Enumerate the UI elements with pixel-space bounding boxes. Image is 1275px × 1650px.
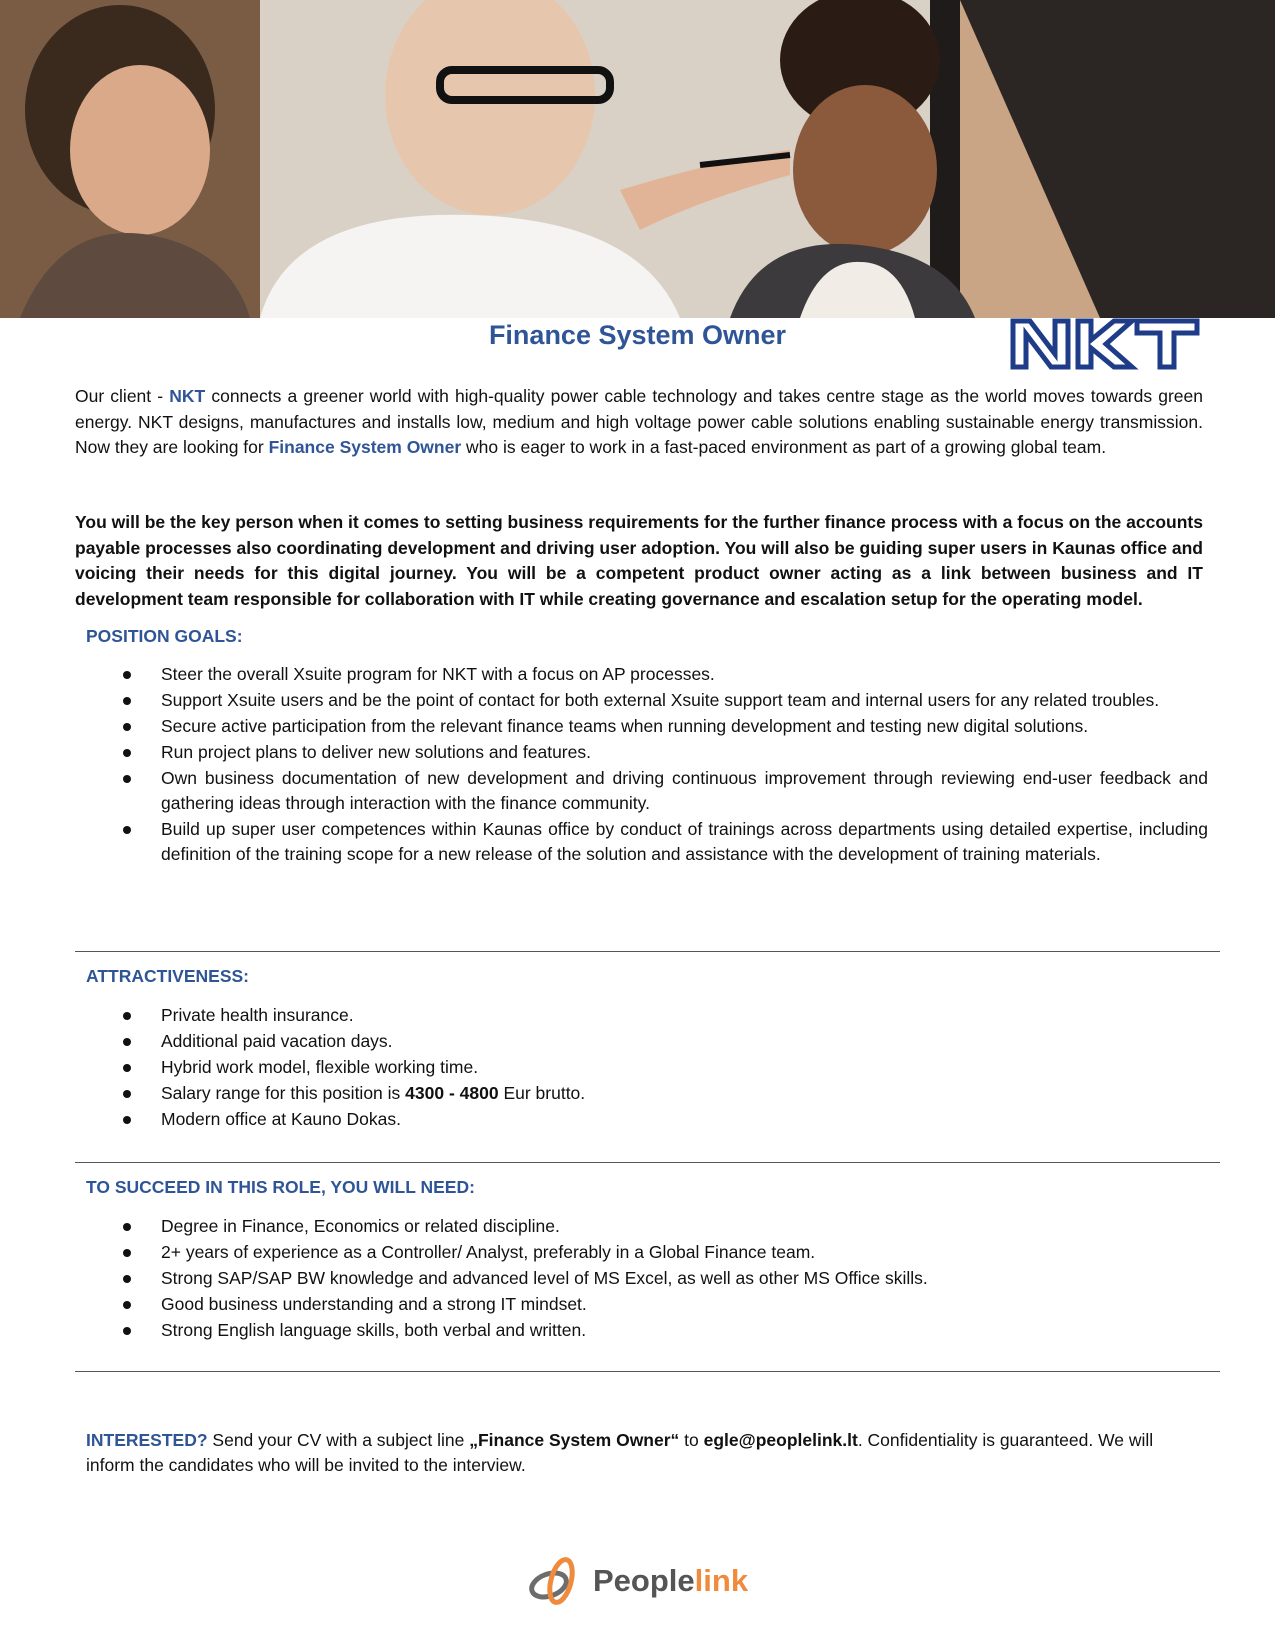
bullet-icon — [123, 1038, 131, 1046]
peoplelink-mark-icon — [525, 1555, 585, 1611]
intro-text-1: Our client - — [75, 386, 170, 406]
list-item: Steer the overall Xsuite program for NKT with a focus on AP processes. — [118, 662, 1208, 687]
bullet-icon — [123, 723, 131, 731]
bullet-icon — [123, 1275, 131, 1283]
job-title: Finance System Owner — [488, 320, 787, 350]
company-name: NKT — [169, 386, 206, 406]
bullet-icon — [123, 1116, 131, 1124]
list-item: Secure active participation from the relevant finance teams when running development and testing new digital solutions. — [118, 714, 1208, 739]
list-item: Modern office at Kauno Dokas. — [118, 1107, 1208, 1132]
requirements-heading: TO SUCCEED IN THIS ROLE, YOU WILL NEED: — [86, 1177, 475, 1197]
divider — [75, 1371, 1220, 1372]
bullet-icon — [123, 1249, 131, 1257]
list-item: Good business understanding and a strong IT mindset. — [118, 1292, 1208, 1317]
bullet-icon — [123, 671, 131, 679]
list-item: Strong SAP/SAP BW knowledge and advanced level of MS Excel, as well as other MS Office skills. — [118, 1266, 1208, 1291]
intro-text-3: who is eager to work in a fast-paced environment as part of a growing global team. — [461, 437, 1107, 457]
hero-photo — [0, 0, 1275, 318]
position-name: Finance System Owner — [268, 437, 462, 457]
list-item: Salary range for this position is 4300 - 4800 Eur brutto. — [118, 1081, 1208, 1106]
apply-paragraph: INTERESTED? Send your CV with a subject line „Finance System Owner“ to egle@peoplelink.lt. Confidentiality is guaranteed. We will inform the candidates who will be invited to the interview. — [86, 1430, 1154, 1475]
bullet-icon — [123, 1064, 131, 1072]
bullet-icon — [123, 749, 131, 757]
list-item: Degree in Finance, Economics or related discipline. — [118, 1214, 1208, 1239]
hero-illustration — [0, 0, 1275, 318]
subject-line: „Finance System Owner“ — [469, 1430, 680, 1450]
requirements-list — [118, 1214, 1208, 1344]
position-goals-heading: POSITION GOALS: — [86, 626, 243, 646]
attractiveness-list — [118, 1003, 1208, 1133]
list-item: Run project plans to deliver new solutions and features. — [118, 740, 1208, 765]
interested-label: INTERESTED? — [86, 1430, 208, 1450]
email-link[interactable]: egle@peoplelink.lt — [703, 1430, 858, 1450]
divider — [75, 1162, 1220, 1163]
bullet-icon — [123, 775, 131, 783]
lead-paragraph: You will be the key person when it comes to setting business requirements for the further finance process with a focus on the accounts payable processes also coordinating development and driving user adoption. You will also be guiding super users in Kaunas office and voicing their needs for this digital journey. You will be a competent product owner acting as a link between business and IT development team responsible for collaboration with IT while creating governance and escalation setup for the operating model. — [75, 512, 1203, 609]
position-goals-list — [118, 662, 1208, 868]
divider — [75, 951, 1220, 952]
list-item: Strong English language skills, both verbal and written. — [118, 1318, 1208, 1343]
nkt-logo — [1010, 318, 1200, 370]
salary-range: 4300 - 4800 — [405, 1083, 499, 1103]
list-item: Support Xsuite users and be the point of contact for both external Xsuite support team and internal users for any related troubles. — [118, 688, 1208, 713]
list-item: Build up super user competences within Kaunas office by conduct of trainings across departments using detailed expertise, including definition of the training scope for a new release of the solution and assistance with the development of training materials. — [118, 817, 1208, 867]
list-item: Hybrid work model, flexible working time. — [118, 1055, 1208, 1080]
logo-text-link: link — [694, 1563, 749, 1598]
intro-paragraph — [75, 384, 1203, 461]
bullet-icon — [123, 697, 131, 705]
list-item: Private health insurance. — [118, 1003, 1208, 1028]
bullet-icon — [123, 1327, 131, 1335]
attractiveness-heading: ATTRACTIVENESS: — [86, 966, 250, 986]
bullet-icon — [123, 1090, 131, 1098]
bullet-icon — [123, 826, 131, 834]
bullet-icon — [123, 1012, 131, 1020]
bullet-icon — [123, 1223, 131, 1231]
list-item: 2+ years of experience as a Controller/ Analyst, preferably in a Global Finance team. — [118, 1240, 1208, 1265]
list-item: Additional paid vacation days. — [118, 1029, 1208, 1054]
peoplelink-logo — [525, 1555, 755, 1611]
logo-text-people: People — [593, 1563, 695, 1598]
intro-text-2: connects a greener world with high-quality power cable technology and takes centre stage as the world moves towards green energy. NKT designs, manufactures and installs low, medium and high voltage power cable solutions enabling sustainable energy transmission. Now they are looking for — [75, 386, 1203, 457]
list-item: Own business documentation of new development and driving continuous improvement through reviewing end-user feedback and gathering ideas through interaction with the finance community. — [118, 766, 1208, 816]
bullet-icon — [123, 1301, 131, 1309]
